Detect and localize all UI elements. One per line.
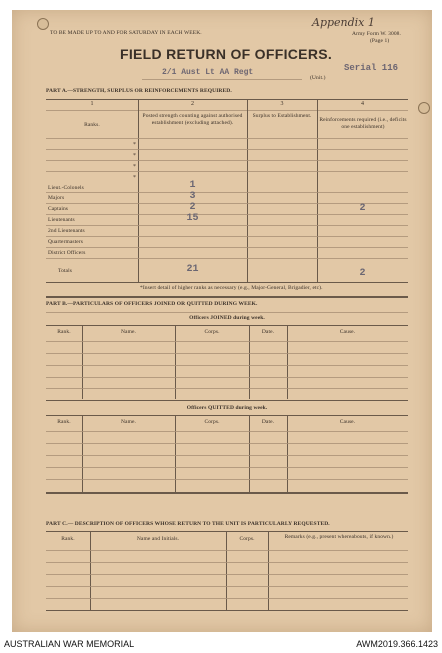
rank-label: 2nd Lieutenants <box>48 228 85 234</box>
divider <box>46 312 408 313</box>
col-name: Name. <box>120 419 136 425</box>
divider <box>46 225 408 226</box>
divider <box>46 415 408 416</box>
rank-label: Lieut.-Colonels <box>48 185 84 191</box>
rank-label: Majors <box>48 195 65 201</box>
divider <box>46 341 408 342</box>
col-name-initials: Name and Initials. <box>136 536 180 542</box>
col-divider <box>268 531 269 611</box>
col-cause: Cause. <box>339 329 356 335</box>
form-number: Army Form W. 3008. <box>352 31 402 37</box>
divider <box>46 610 408 611</box>
col-num-4: 4 <box>361 101 364 107</box>
asterisk-mark: * <box>133 175 136 181</box>
divider <box>46 149 408 150</box>
form-title: FIELD RETURN OF OFFICERS. <box>120 46 333 62</box>
punch-hole <box>418 102 430 114</box>
col-num-2: 2 <box>191 101 194 107</box>
col-rank: Rank. <box>61 536 75 542</box>
divider <box>46 479 408 480</box>
rank-label: Quartermasters <box>48 239 83 245</box>
serial-number: Serial 116 <box>344 63 399 73</box>
posted-value: 15 <box>186 213 199 224</box>
page-ref: (Page 1) <box>370 38 390 44</box>
col-corps: Corps. <box>239 536 255 542</box>
col-num-3: 3 <box>280 101 284 107</box>
divider <box>46 236 408 237</box>
divider <box>46 574 408 575</box>
posted-value: 2 <box>189 202 196 213</box>
unit-label: (Unit.) <box>310 75 326 81</box>
surplus-header: Surplus to Establishment. <box>252 113 312 119</box>
form-paper <box>12 10 432 632</box>
divider <box>46 258 408 259</box>
rank-label: Captains <box>48 206 69 212</box>
ranks-header: Ranks. <box>84 122 100 128</box>
asterisk-mark: * <box>133 153 136 159</box>
punch-hole <box>37 18 49 30</box>
col-divider <box>226 531 227 611</box>
col-divider <box>317 99 318 283</box>
divider <box>46 531 408 532</box>
divider <box>46 160 408 161</box>
divider <box>46 550 408 551</box>
col-divider <box>175 415 176 493</box>
divider <box>46 586 408 587</box>
divider <box>46 325 408 326</box>
col-cause: Cause. <box>339 419 356 425</box>
part-c-heading: PART C.— DESCRIPTION OF OFFICERS WHOSE RETURN TO THE UNIT IS PARTICULARLY REQUESTED. <box>46 521 330 527</box>
posted-value: 3 <box>189 191 196 202</box>
footnote: *Insert detail of higher ranks as necessary (e.g., Major-General, Brigadier, etc). <box>140 285 323 291</box>
divider <box>46 365 408 366</box>
asterisk-mark: * <box>133 164 136 170</box>
unit-name: 2/1 Aust Lt AA Regt <box>162 68 254 77</box>
divider <box>46 400 408 401</box>
reinf-header: Reinforcements required (i.e., deficits one establishment) <box>319 117 407 130</box>
divider <box>46 171 408 172</box>
part-b-heading: PART B.—PARTICULARS OF OFFICERS JOINED OR QUITTED DURING WEEK. <box>46 301 258 307</box>
col-num-1: 1 <box>90 101 94 107</box>
col-name: Name. <box>120 329 136 335</box>
divider <box>46 562 408 563</box>
col-rank: Rank. <box>57 329 71 335</box>
col-divider <box>249 415 250 493</box>
col-remarks: Remarks (e.g., present whereabouts, if known.) <box>284 534 394 540</box>
col-divider <box>247 99 248 283</box>
divider <box>46 247 408 248</box>
divider <box>46 377 408 378</box>
divider <box>46 598 408 599</box>
divider <box>46 467 408 468</box>
joined-title: Officers JOINED during week. <box>189 315 265 321</box>
col-date: Date. <box>261 419 275 425</box>
divider <box>46 282 408 283</box>
divider <box>46 388 408 389</box>
divider <box>46 431 408 432</box>
unit-underline <box>142 79 302 80</box>
col-corps: Corps. <box>204 419 220 425</box>
col-divider <box>287 415 288 493</box>
quitted-title: Officers QUITTED during week. <box>186 405 268 411</box>
divider <box>46 99 408 100</box>
asterisk-mark: * <box>133 142 136 148</box>
top-instruction: TO BE MADE UP TO AND FOR SATURDAY IN EACH WEEK. <box>50 30 202 36</box>
divider <box>46 455 408 456</box>
col-divider <box>82 415 83 493</box>
col-divider <box>90 531 91 611</box>
totals-posted: 21 <box>186 264 199 275</box>
divider <box>46 138 408 139</box>
totals-reinf: 2 <box>359 268 366 279</box>
col-corps: Corps. <box>204 329 220 335</box>
footer-left: AUSTRALIAN WAR MEMORIAL <box>4 639 135 649</box>
section-divider <box>46 492 408 494</box>
posted-value: 1 <box>189 180 196 191</box>
rank-label: Lieutenants <box>48 217 75 223</box>
reinf-value: 2 <box>359 203 366 214</box>
divider <box>46 443 408 444</box>
col-rank: Rank. <box>57 419 71 425</box>
totals-label: Totals <box>58 268 72 274</box>
posted-header: Posted strength counting against authorised establishment (excluding attached). <box>142 113 243 126</box>
section-divider <box>46 296 408 298</box>
appendix-note: Appendix 1 <box>312 16 375 29</box>
divider <box>46 353 408 354</box>
footer-right: AWM2019.366.1423 <box>356 639 438 649</box>
col-date: Date. <box>261 329 275 335</box>
divider <box>46 110 408 111</box>
part-a-heading: PART A.—STRENGTH, SURPLUS OR REINFORCEMENTS REQUIRED. <box>46 88 232 94</box>
rank-label: District Officers <box>48 250 86 256</box>
